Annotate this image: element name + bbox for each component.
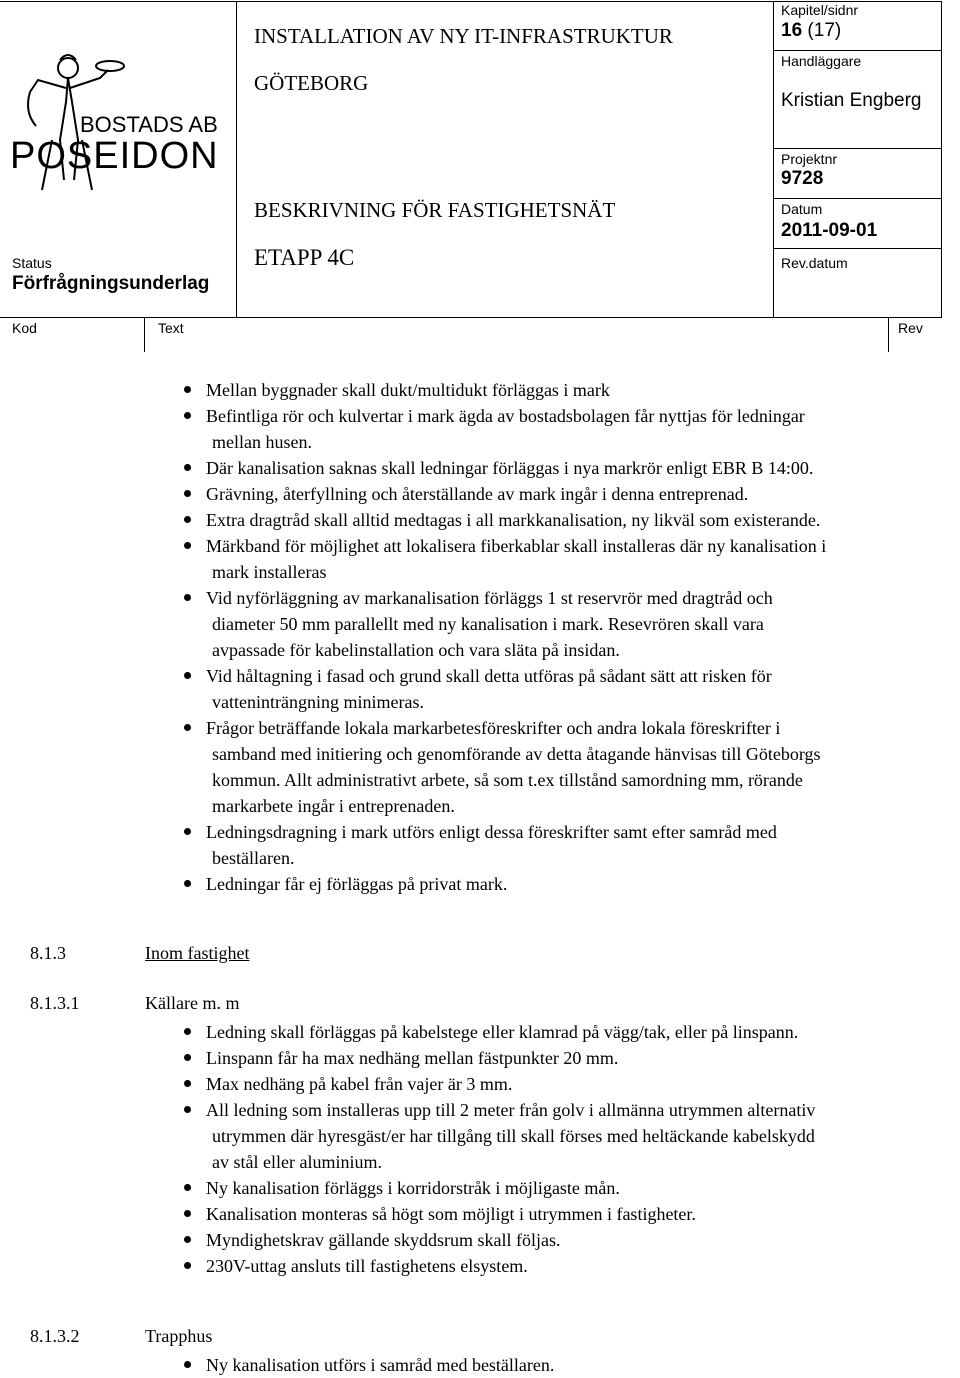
date-label: Datum [781, 201, 823, 217]
list-item [184, 1253, 954, 1279]
list-item-text: Ledning skall förläggas på kabelstege eller klamrad på vägg/tak, eller på linspann. [206, 1022, 799, 1042]
list-item-continuation: vatteninträngning minimeras. [212, 692, 424, 712]
subsection-title: Källare m. m [145, 993, 240, 1013]
list-item-continuation: kommun. Allt administrativt arbete, så som t.ex tillstånd samordning mm, rörande [212, 770, 803, 790]
list-item [184, 1352, 954, 1378]
list-item-text: Frågor beträffande lokala markarbetesföreskrifter och andra lokala föreskrifter i [206, 718, 781, 738]
list-item-continuation: av stål eller aluminium. [212, 1152, 382, 1172]
list-item [184, 1097, 954, 1175]
list-item-continuation: beställaren. [212, 848, 295, 868]
list-item-text: Ledningsdragning i mark utförs enligt dessa föreskrifter samt efter samråd med [206, 822, 777, 842]
section-title: Inom fastighet [145, 943, 250, 963]
list-item-continuation: avpassade för kabelinstallation och vara släta på insidan. [212, 640, 620, 660]
list-item [184, 507, 954, 533]
list-item-continuation: mellan husen. [212, 432, 312, 452]
list-item [184, 663, 954, 715]
list-item [184, 585, 954, 663]
list-item-text: Vid nyförläggning av markanalisation förläggs 1 st reservrör med dragtråd och [206, 588, 773, 608]
handler-value: Kristian Engberg [781, 90, 922, 111]
list-item [184, 1045, 954, 1071]
list-item-continuation: utrymmen där hyresgäst/er har tillgång till skall förses med heltäckande kabelskydd [212, 1126, 815, 1146]
list-item-continuation: markarbete ingår i entreprenaden. [212, 796, 455, 816]
list-item-text: Max nedhäng på kabel från vajer är 3 mm. [206, 1074, 513, 1094]
list-item-text: Extra dragtråd skall alltid medtagas i all markkanalisation, ny likväl som existerande. [206, 510, 821, 530]
list-item-text: Märkband för möjlighet att lokalisera fiberkablar skall installeras där ny kanalisation i [206, 536, 827, 556]
project-value: 9728 [781, 168, 824, 189]
list-item [184, 871, 954, 897]
svg-text:BOSTADS AB: BOSTADS AB [80, 112, 218, 137]
list-item-continuation: diameter 50 mm parallellt med ny kanalisation i mark. Resevrören skall vara [212, 614, 764, 634]
list-item [184, 715, 954, 819]
page-number: 16 (17) [781, 20, 842, 41]
list-item [184, 1175, 954, 1201]
list-item-text: Vid håltagning i fasad och grund skall detta utföras på sådant sätt att risken för [206, 666, 772, 686]
status-value: Förfrågningsunderlag [12, 273, 210, 294]
markkanalisation-list [184, 377, 954, 897]
list-item-text: Ny kanalisation utförs i samråd med beställaren. [206, 1355, 555, 1375]
list-item-text: Där kanalisation saknas skall ledningar förläggas i nya markrör enligt EBR B 14:00. [206, 458, 814, 478]
page-label: Kapitel/sidnr [781, 2, 859, 18]
column-kod: Kod [12, 320, 37, 336]
list-item [184, 533, 954, 585]
list-item [184, 1201, 954, 1227]
list-item-text: Mellan byggnader skall dukt/multidukt förläggas i mark [206, 380, 610, 400]
list-item [184, 1227, 954, 1253]
title-line-4: ETAPP 4C [254, 245, 355, 270]
list-item-text: Grävning, återfyllning och återställande av mark ingår i denna entreprenad. [206, 484, 749, 504]
revdate-label: Rev.datum [781, 255, 848, 271]
list-item-text: Linspann får ha max nedhäng mellan fästpunkter 20 mm. [206, 1048, 619, 1068]
list-item-text: Ledningar får ej förläggas på privat mark. [206, 874, 508, 894]
handler-label: Handläggare [781, 53, 862, 69]
section-code: 8.1.3 [30, 943, 66, 963]
column-text: Text [158, 320, 184, 336]
column-rev: Rev [898, 320, 923, 336]
list-item-continuation: samband med initiering och genomförande av detta åtagande hänvisas till Göteborgs [212, 744, 821, 764]
list-item-text: Myndighetskrav gällande skyddsrum skall följas. [206, 1230, 561, 1250]
subsection-code: 8.1.3.2 [30, 1326, 80, 1346]
list-item-text: Ny kanalisation förläggs i korridorstråk i möjligaste mån. [206, 1178, 620, 1198]
title-line-3: BESKRIVNING FÖR FASTIGHETSNÄT [254, 198, 616, 222]
list-item-text: All ledning som installeras upp till 2 meter från golv i allmänna utrymmen alternativ [206, 1100, 816, 1120]
list-item [184, 403, 954, 455]
date-value: 2011-09-01 [781, 220, 878, 241]
list-item [184, 481, 954, 507]
list-item-text: Befintliga rör och kulvertar i mark ägda av bostadsbolagen får nyttjas för ledningar [206, 406, 805, 426]
list-item [184, 1019, 954, 1045]
subsection-code: 8.1.3.1 [30, 993, 80, 1013]
list-item [184, 819, 954, 871]
list-item [184, 377, 954, 403]
trapphus-list [184, 1352, 954, 1378]
list-item [184, 455, 954, 481]
svg-text:POSEIDON: POSEIDON [10, 135, 219, 177]
subsection-title: Trapphus [145, 1326, 213, 1346]
list-item-text: 230V-uttag ansluts till fastighetens elsystem. [206, 1256, 528, 1276]
company-logo [8, 40, 230, 210]
kallare-list [184, 1019, 954, 1279]
project-label: Projektnr [781, 151, 838, 167]
list-item [184, 1071, 954, 1097]
list-item-continuation: mark installeras [212, 562, 327, 582]
status-label: Status [12, 255, 52, 271]
title-line-1: INSTALLATION AV NY IT-INFRASTRUKTUR [254, 24, 673, 48]
list-item-text: Kanalisation monteras så högt som möjligt i utrymmen i fastigheter. [206, 1204, 696, 1224]
title-line-2: GÖTEBORG [254, 71, 369, 95]
